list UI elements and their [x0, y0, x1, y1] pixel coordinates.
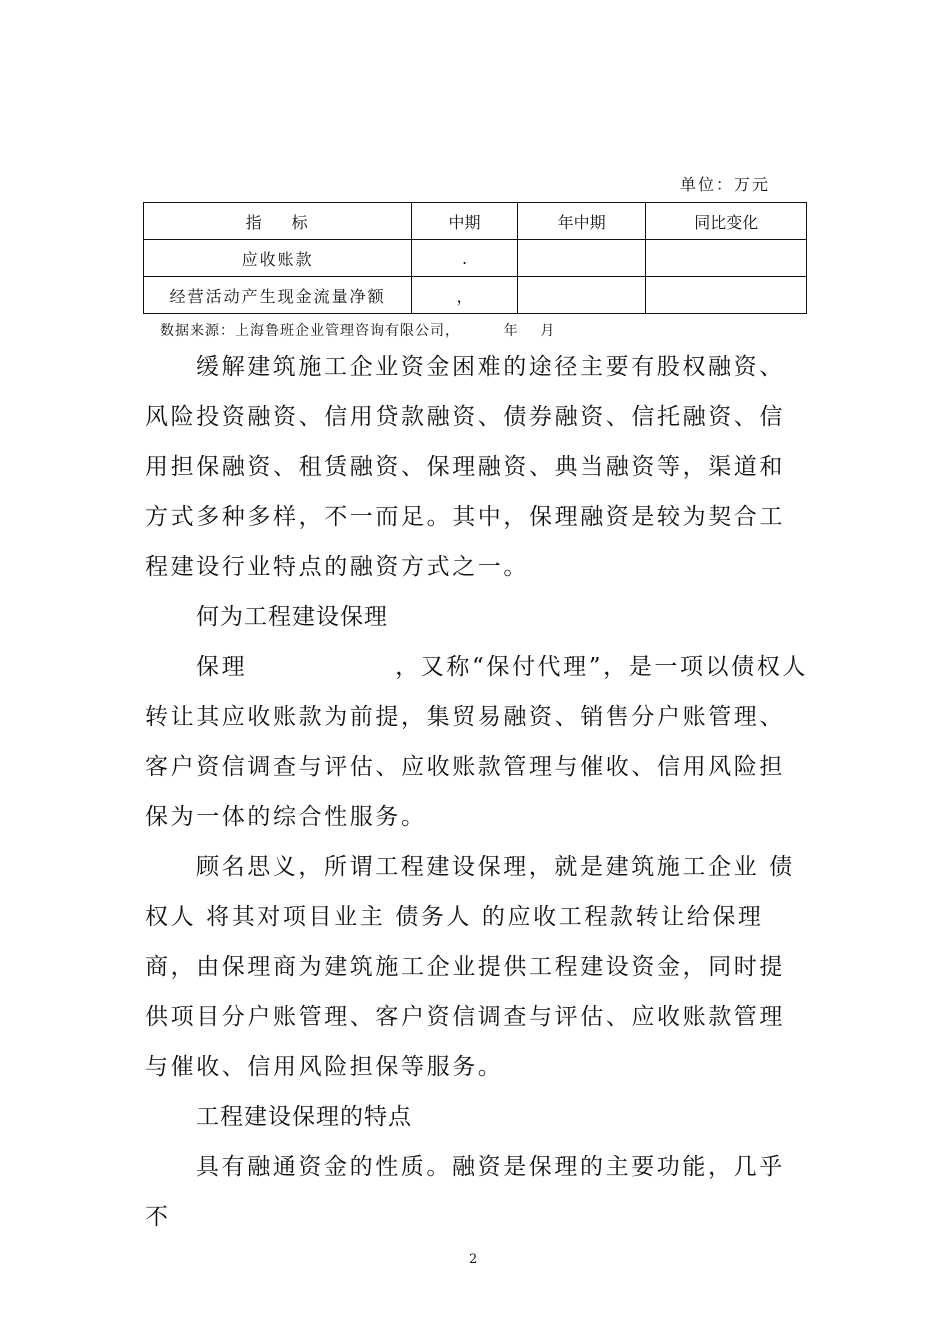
header-mid-period: 中期: [412, 203, 518, 240]
page-number: 2: [469, 1252, 478, 1267]
paragraph: 具有融通资金的性质。融资是保理的主要功能，几乎不: [145, 1154, 785, 1230]
table-cell: [517, 277, 646, 314]
table-cell: [517, 240, 646, 277]
data-table: [143, 202, 807, 314]
table-cell: 应收账款: [144, 240, 412, 277]
section-heading: 工程建设保理的特点: [196, 1104, 412, 1130]
paragraph-rest: ，又称“保付代理”，是一项以债权人转让其应收账款为前提，集贸易融资、销售分户账管理、客户资信调查与评估、应收账款管理与催收、信用风险担保为一体的综合性服务。: [145, 654, 808, 830]
table-cell: .: [412, 240, 518, 277]
table-cell: 经营活动产生现金流量净额: [144, 277, 412, 314]
table-row: [144, 240, 807, 277]
data-source-note: 数据来源：上海鲁班企业管理咨询有限公司， 年 月: [160, 323, 556, 339]
table-cell: [646, 240, 807, 277]
section-heading: 何为工程建设保理: [196, 604, 388, 630]
header-yoy-change: 同比变化: [646, 203, 807, 240]
unit-label: 单位：万元: [680, 175, 771, 194]
table-cell: ，: [412, 277, 518, 314]
table-header-row: [144, 203, 807, 240]
paragraph: 顾名思义，所谓工程建设保理，就是建筑施工企业 债权人 将其对项目业主 债务人 的应收工程款转让给保理商，由保理商为建筑施工企业提供工程建设资金，同时提供项目分户账管理、客户资信调查与评估、应收账款管理与催收、信用风险担保等服务。: [145, 854, 795, 1080]
table-row: [144, 277, 807, 314]
body-text: [145, 342, 810, 1242]
table-cell: [646, 277, 807, 314]
paragraph-term: 保理: [196, 654, 248, 680]
header-indicator: 指 标: [144, 203, 412, 240]
header-year-mid-period: 年中期: [517, 203, 646, 240]
paragraph: [145, 642, 810, 842]
paragraph: 缓解建筑施工企业资金困难的途径主要有股权融资、风险投资融资、信用贷款融资、债券融资、信托融资、信用担保融资、租赁融资、保理融资、典当融资等，渠道和方式多种多样，不一而足。其中，保理融资是较为契合工程建设行业特点的融资方式之一。: [145, 354, 785, 580]
